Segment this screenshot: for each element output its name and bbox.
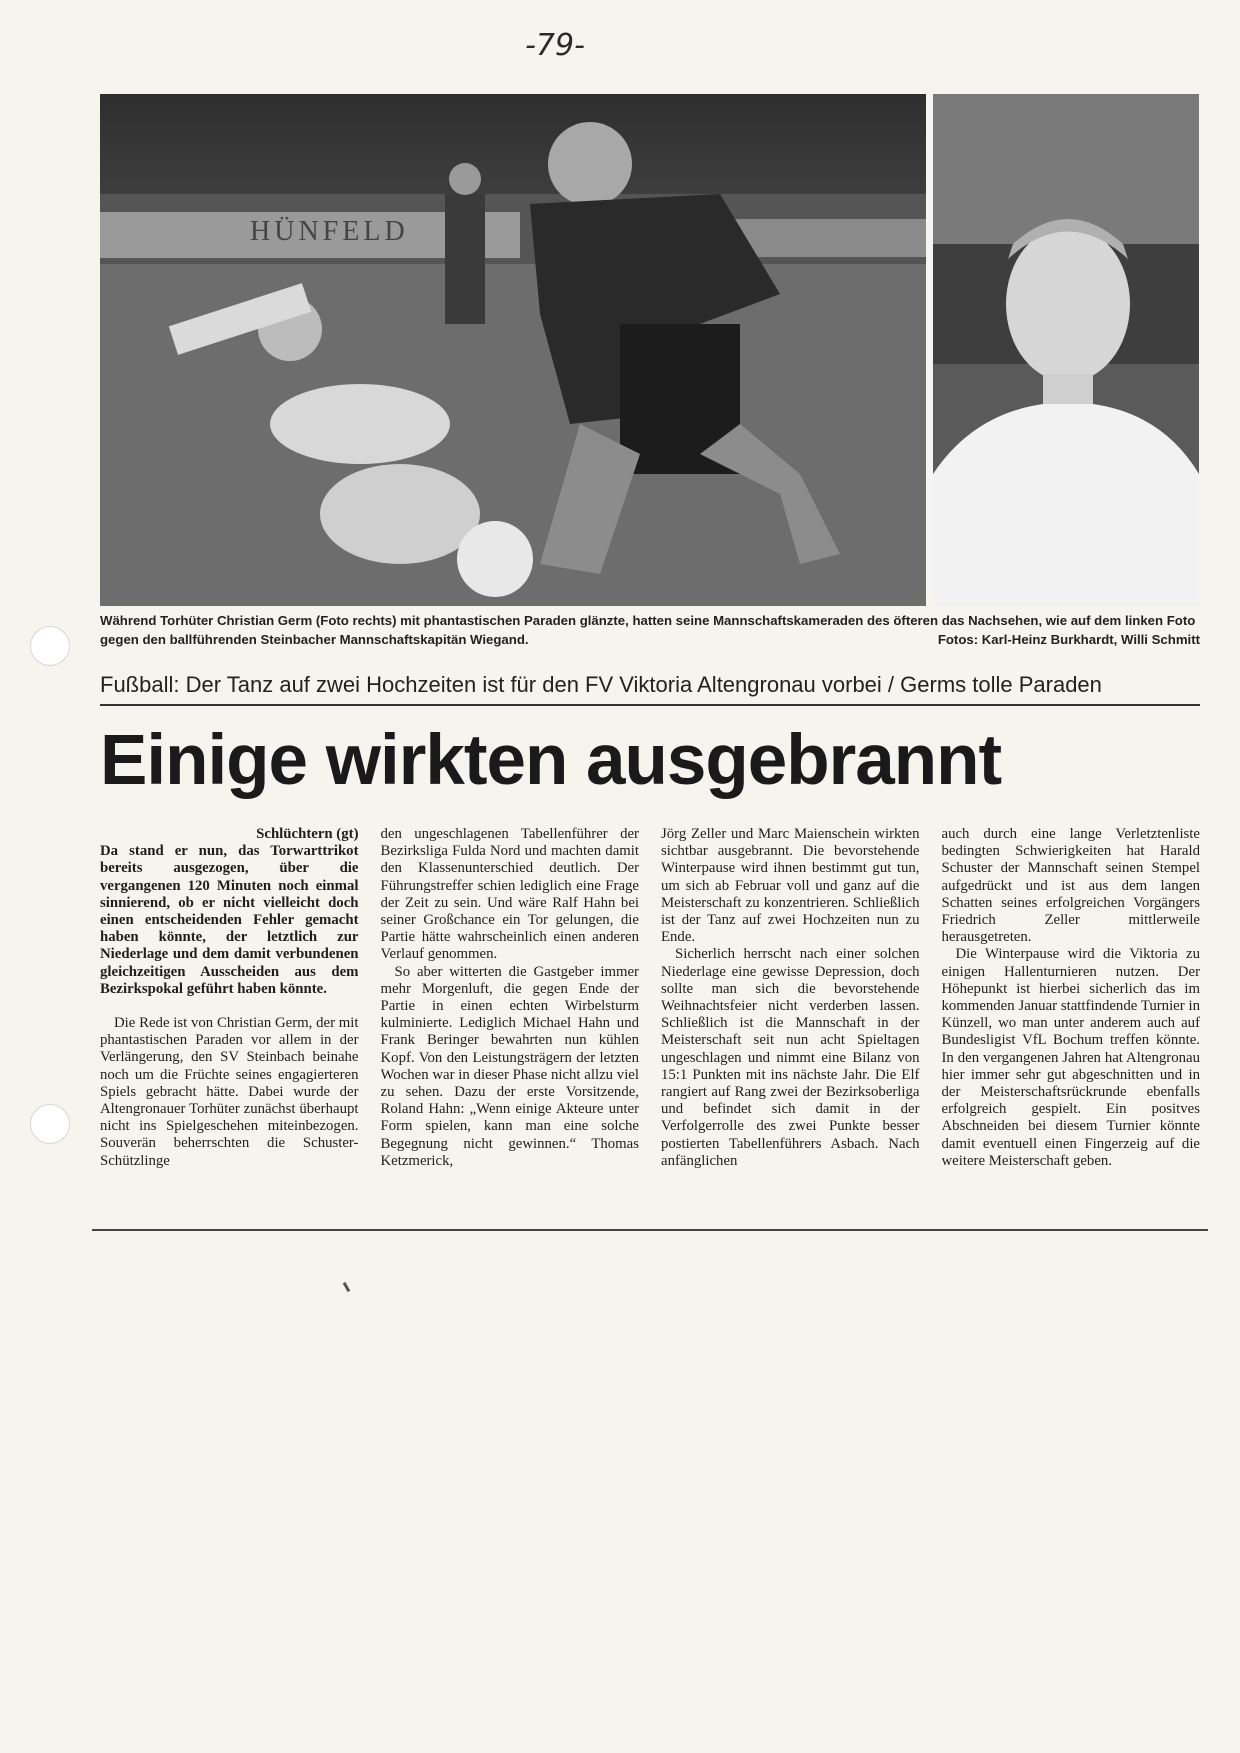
kicker-line: Fußball: Der Tanz auf zwei Hochzeiten ist für den FV Viktoria Altengronau vorbei / Germs tolle Paraden xyxy=(100,672,1102,697)
lead-paragraph: Da stand er nun, das Torwarttrikot bereits ausgezogen, über die vergangenen 120 Minuten noch einmal sinnierend, ob er nicht vielleicht doch einen entscheidenden Fehler gemacht haben könnte, der letztlich zur Niederlage und dem damit verbundenen gleichzeitigen Ausscheiden aus dem Bezirkspokal geführt haben könnte. xyxy=(100,843,359,997)
dateline: Schlüchtern (gt) xyxy=(256,826,359,842)
article-bottom-rule xyxy=(92,1229,1208,1231)
punch-hole-bottom xyxy=(30,1104,70,1144)
photo-banner-text: HÜNFELD xyxy=(250,216,409,247)
paragraph: Sicherlich herrscht nach einer solchen Niederlage eine gewisse Depression, doch sollte man sich die bevorstehende Weihnachtsfeier nicht verderben lassen. Schließlich ist die Mannschaft in der Meisterschaft seit nun acht Spieltagen ungeschlagen und nimmt eine Bilanz von 15:1 Punkten mit ins nächste Jahr. Die Elf rangiert auf Rang zwei der Bezirksoberliga und befindet sich damit in der Verfolgerrolle des zwei Punkte besser postierten Tabellenführers Asbach. Nach anfänglichen xyxy=(661,946,920,1169)
paragraph: Die Rede ist von Christian Germ, der mit phantastischen Paraden vor allem in der Verlängerung, den SV Steinbach beinahe noch um die Früchte seines engagierteren Spiels gebracht hätte. Dabei wurde der Altengronauer Torhüter zunächst überhaupt nicht ins Spielgeschehen miteinbezogen. Souverän beherrschten die Schuster-Schützlinge xyxy=(100,1015,359,1169)
portrait-photo-icon xyxy=(933,94,1199,606)
paragraph: auch durch eine lange Verletztenliste bedingten Schwierigkeiten hat Harald Schuster der Mannschaft seinen Stempel aufgedrückt und ist aus dem langen Schatten seines erfolgreichen Vorgängers Friedrich Zeller mittlerweile herausgetreten. xyxy=(941,826,1200,946)
match-photo xyxy=(100,94,926,606)
football-action-photo-icon xyxy=(100,94,926,606)
paragraph: den ungeschlagenen Tabellenführer der Bezirksliga Fulda Nord und machten damit den Klassenunterschied deutlich. Der Führungstreffer schien lediglich eine Frage der Zeit zu sein. Und wäre Ralf Hahn bei seiner Großchance ein Tor gelungen, die Partie hätte wahrscheinlich einen anderen Verlauf genommen. xyxy=(380,826,639,963)
goalkeeper-portrait xyxy=(933,94,1199,606)
paragraph: Die Winterpause wird die Viktoria zu einigen Hallenturnieren nutzen. Der Höhepunkt ist hierbei sicherlich das im kommenden Januar stattfindende Turnier in Künzell, wo man unter anderem auch auf Bundesligist VfL Bochum treffen könnte. In den vergangenen Jahren hat Altengronau hier immer sehr gut abgeschnitten und in der Meisterschaftsrückrunde ebenfalls erfolgreich gespielt. Ein positves Abschneiden bei diesem Turnier könnte damit eventuell einen Fingerzeig auf die weitere Meisterschaft geben. xyxy=(941,946,1200,1169)
photo-caption xyxy=(100,611,1200,649)
article-body xyxy=(100,826,1200,1222)
headline: Einige wirkten ausgebrannt xyxy=(100,721,1002,800)
photo-credit: Fotos: Karl-Heinz Burkhardt, Willi Schmitt xyxy=(937,632,1200,647)
pencil-mark xyxy=(343,1282,351,1292)
paragraph: Jörg Zeller und Marc Maienschein wirkten sichtbar ausgebrannt. Die bevorstehende Winterpause wird ihnen bestimmt gut tun, um sich ab Februar voll und ganz auf die Meisterschaft zu konzentrieren. Schließlich ist der Tanz auf zwei Hochzeiten nun zu Ende. xyxy=(661,826,920,946)
article-column-2 xyxy=(381,826,640,1222)
paragraph: So aber witterten die Gastgeber immer mehr Morgenluft, die gegen Ende der Partie in einen echten Wirbelsturm kulminierte. Lediglich Michael Hahn und Frank Beringer bewahrten nun kühlen Kopf. Von den Leistungsträgern der letzten Wochen war in dieser Phase nicht allzu viel zu sehen. Dazu der erste Vorsitzende, Roland Hahn: „Wenn einige Akteure unter Form spielen, kann man eine solche Begegnung nicht gewinnen.“ Thomas Ketzmerick, xyxy=(380,963,639,1169)
caption-text: Während Torhüter Christian Germ (Foto rechts) mit phantastischen Paraden glänzte, hatten seine Mannschaftskameraden des öfteren das Nachsehen, wie auf dem linken Foto gegen den ballführenden Steinbacher Mannschaftskapitän Wiegand. xyxy=(100,613,1196,647)
punch-hole-top xyxy=(30,626,70,666)
kicker-divider xyxy=(100,704,1200,706)
article-column-1 xyxy=(100,826,359,1222)
article-column-3 xyxy=(661,826,920,1222)
handwritten-page-number: -79- xyxy=(525,28,585,63)
article-column-4 xyxy=(942,826,1201,1222)
